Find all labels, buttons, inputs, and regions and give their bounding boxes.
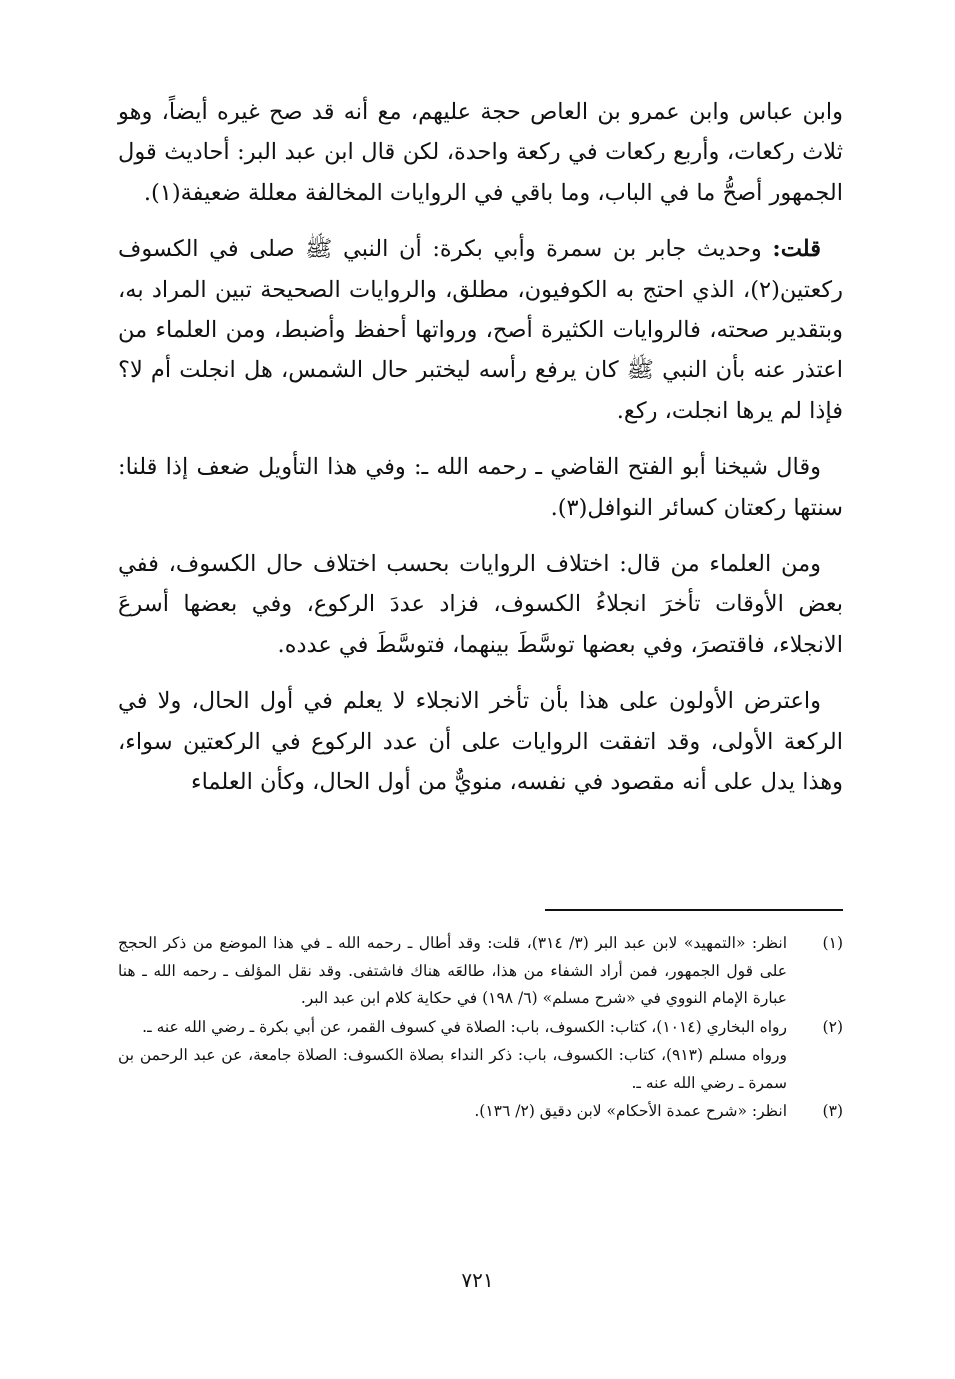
paragraph-2-text: وحديث جابر بن سمرة وأبي بكرة: أن النبي ﷺ صلى في الكسوف ركعتين(٢)، الذي احتج به الكوفيون، مطلق، والروايات الصحيحة تبين المراد به، وبتقدير صحته، فالروايات الكثيرة أصح، ورواتها أحفظ وأضبط، ومن العلماء من اعتذر عنه بأن النبي ﷺ كان يرفع رأسه ليختبر حال الشمس، هل انجلت أم لا؟ فإذا لم يرها انجلت، ركع. [118, 236, 843, 424]
page-number: ٧٢١ [461, 1268, 494, 1292]
main-text [118, 92, 843, 819]
paragraph-lead: قلت: [772, 236, 821, 263]
footnote-separator [545, 909, 843, 911]
paragraph-3: وقال شيخنا أبو الفتح القاضي ـ رحمه الله ـ: وفي هذا التأويل ضعف إذا قلنا: سنتها ركعتان كسائر النوافل(٣). [118, 454, 843, 521]
footnote-text: ورواه مسلم (٩١٣)، كتاب: الكسوف، باب: ذكر النداء بصلاة الكسوف: الصلاة جامعة، عن عبد الرحمن بن سمرة ـ رضي الله عنه ـ. [118, 1046, 787, 1092]
paragraph-2 [118, 229, 843, 431]
footnote-text: رواه البخاري (١٠١٤)، كتاب: الكسوف، باب: الصلاة في كسوف القمر، عن أبي بكرة ـ رضي الله عنه ـ. [142, 1017, 787, 1036]
footnote-number: (١) [822, 934, 843, 952]
footnote-number: (٣) [822, 1102, 843, 1120]
footnote-3 [118, 1098, 843, 1126]
paragraph-4: ومن العلماء من قال: اختلاف الروايات بحسب اختلاف حال الكسوف، ففي بعض الأوقات تأخرَ انجلاءُ الكسوف، فزاد عددَ الركوع، وفي بعضها أسرعَ الانجلاء، فاقتصرَ، وفي بعضها توسَّطَ بينهما، فتوسَّطَ في عدده. [118, 551, 843, 658]
paragraph-5: واعترض الأولون على هذا بأن تأخر الانجلاء لا يعلم في أول الحال، ولا في الركعة الأولى، وقد اتفقت الروايات على أن عدد الركوع في الركعتين سواء، وهذا يدل على أنه مقصود في نفسه، منويٌّ من أول الحال، وكأن العلماء [118, 688, 843, 796]
paragraph-1: وابن عباس وابن عمرو بن العاص حجة عليهم، مع أنه قد صح غيره أيضاً، وهو ثلاث ركعات، وأربع ركعات في ركعة واحدة، لكن قال ابن عبد البر: أحاديث قول الجمهور أصحُّ ما في الباب، وما باقي في الروايات المخالفة معللة ضعيفة(١). [118, 99, 843, 206]
footnote-2-continued [118, 1042, 843, 1097]
footnote-1 [118, 930, 843, 1013]
footnote-text: انظر: «شرح عمدة الأحكام» لابن دقيق (٢/ ١٣٦). [474, 1102, 787, 1120]
footnote-number: (٢) [822, 1017, 843, 1036]
footnote-2 [118, 1014, 843, 1042]
footnote-text: انظر: «التمهيد» لابن عبد البر (٣/ ٣١٤)، قلت: وقد أطال ـ رحمه الله ـ في هذا الموضع من ذكر الحجج على قول الجمهور، فمن أراد الشفاء من هذا، طالعَه هناك فاشتفى. وقد نقل المؤلف ـ رحمه الله ـ هنا عبارة الإمام النووي في «شرح مسلم» (٦/ ١٩٨) في حكاية كلام ابن عبد البر. [118, 934, 787, 1007]
footnotes [118, 930, 843, 1127]
